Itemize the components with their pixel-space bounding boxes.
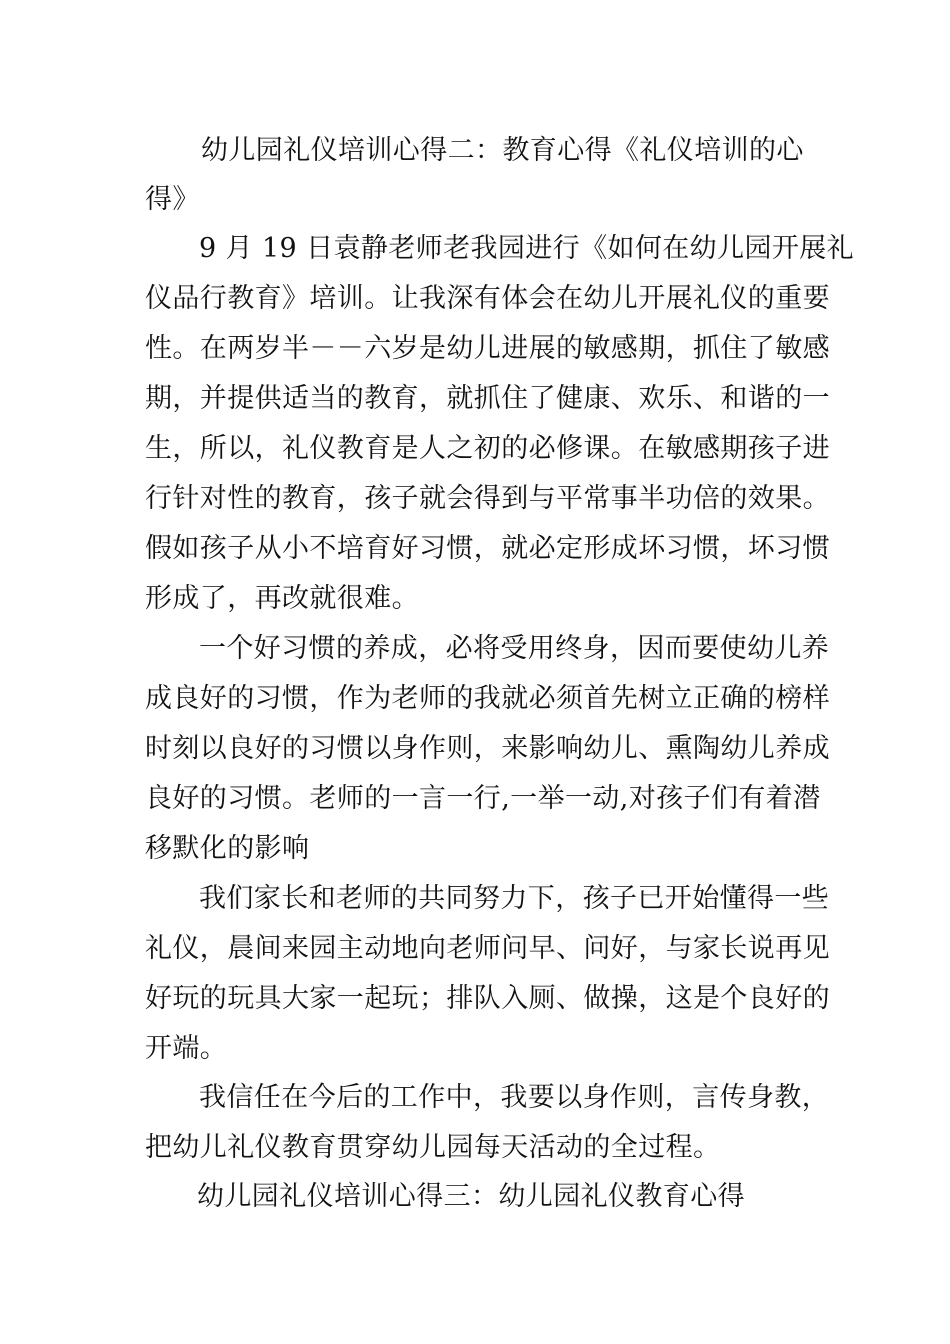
- paragraph-line: 礼仪，晨间来园主动地向老师问早、问好，与家长说再见: [145, 933, 830, 964]
- paragraph-line: 良好的习惯。老师的一言一行,一举一动,对孩子们有着潜: [145, 783, 821, 814]
- paragraph-line: 我们家长和老师的共同努力下，孩子已开始懂得一些: [199, 883, 830, 914]
- paragraph-line: 性。在两岁半－－六岁是幼儿进展的敏感期，抓住了敏感: [145, 333, 830, 364]
- paragraph-line: 时刻以良好的习惯以身作则，来影响幼儿、熏陶幼儿养成: [145, 733, 830, 764]
- paragraph-line: 把幼儿礼仪教育贯穿幼儿园每天活动的全过程。: [145, 1132, 721, 1163]
- paragraph-line: 我信任在今后的工作中，我要以身作则，言传身教，: [199, 1082, 830, 1113]
- paragraph-line: 9 月 19 日袁静老师老我园进行《如何在幼儿园开展礼: [199, 233, 855, 264]
- paragraph-line: 仪品行教育》培训。让我深有体会在幼儿开展礼仪的重要: [145, 283, 830, 314]
- paragraph-line: 好玩的玩具大家一起玩；排队入厕、做操，这是个良好的: [145, 983, 830, 1014]
- paragraph-line: 移默化的影响: [145, 833, 310, 864]
- paragraph-line: 开端。: [145, 1033, 228, 1064]
- heading-line: 幼儿园礼仪培训心得二：教育心得《礼仪培训的心: [201, 135, 804, 166]
- paragraph-line: 生，所以，礼仪教育是人之初的必修课。在敏感期孩子进: [145, 433, 830, 464]
- paragraph-line: 一个好习惯的养成，必将受用终身，因而要使幼儿养: [199, 633, 830, 664]
- paragraph-line: 形成了，再改就很难。: [145, 583, 419, 614]
- paragraph-line: 假如孩子从小不培育好习惯，就必定形成坏习惯，坏习惯: [145, 533, 830, 564]
- paragraph-line: 成良好的习惯，作为老师的我就必须首先树立正确的榜样: [145, 683, 830, 714]
- heading-line: 得》: [145, 184, 200, 215]
- heading-line: 幼儿园礼仪培训心得三：幼儿园礼仪教育心得: [197, 1181, 745, 1212]
- paragraph-line: 期，并提供适当的教育，就抓住了健康、欢乐、和谐的一: [145, 383, 830, 414]
- paragraph-line: 行针对性的教育，孩子就会得到与平常事半功倍的效果。: [145, 483, 830, 514]
